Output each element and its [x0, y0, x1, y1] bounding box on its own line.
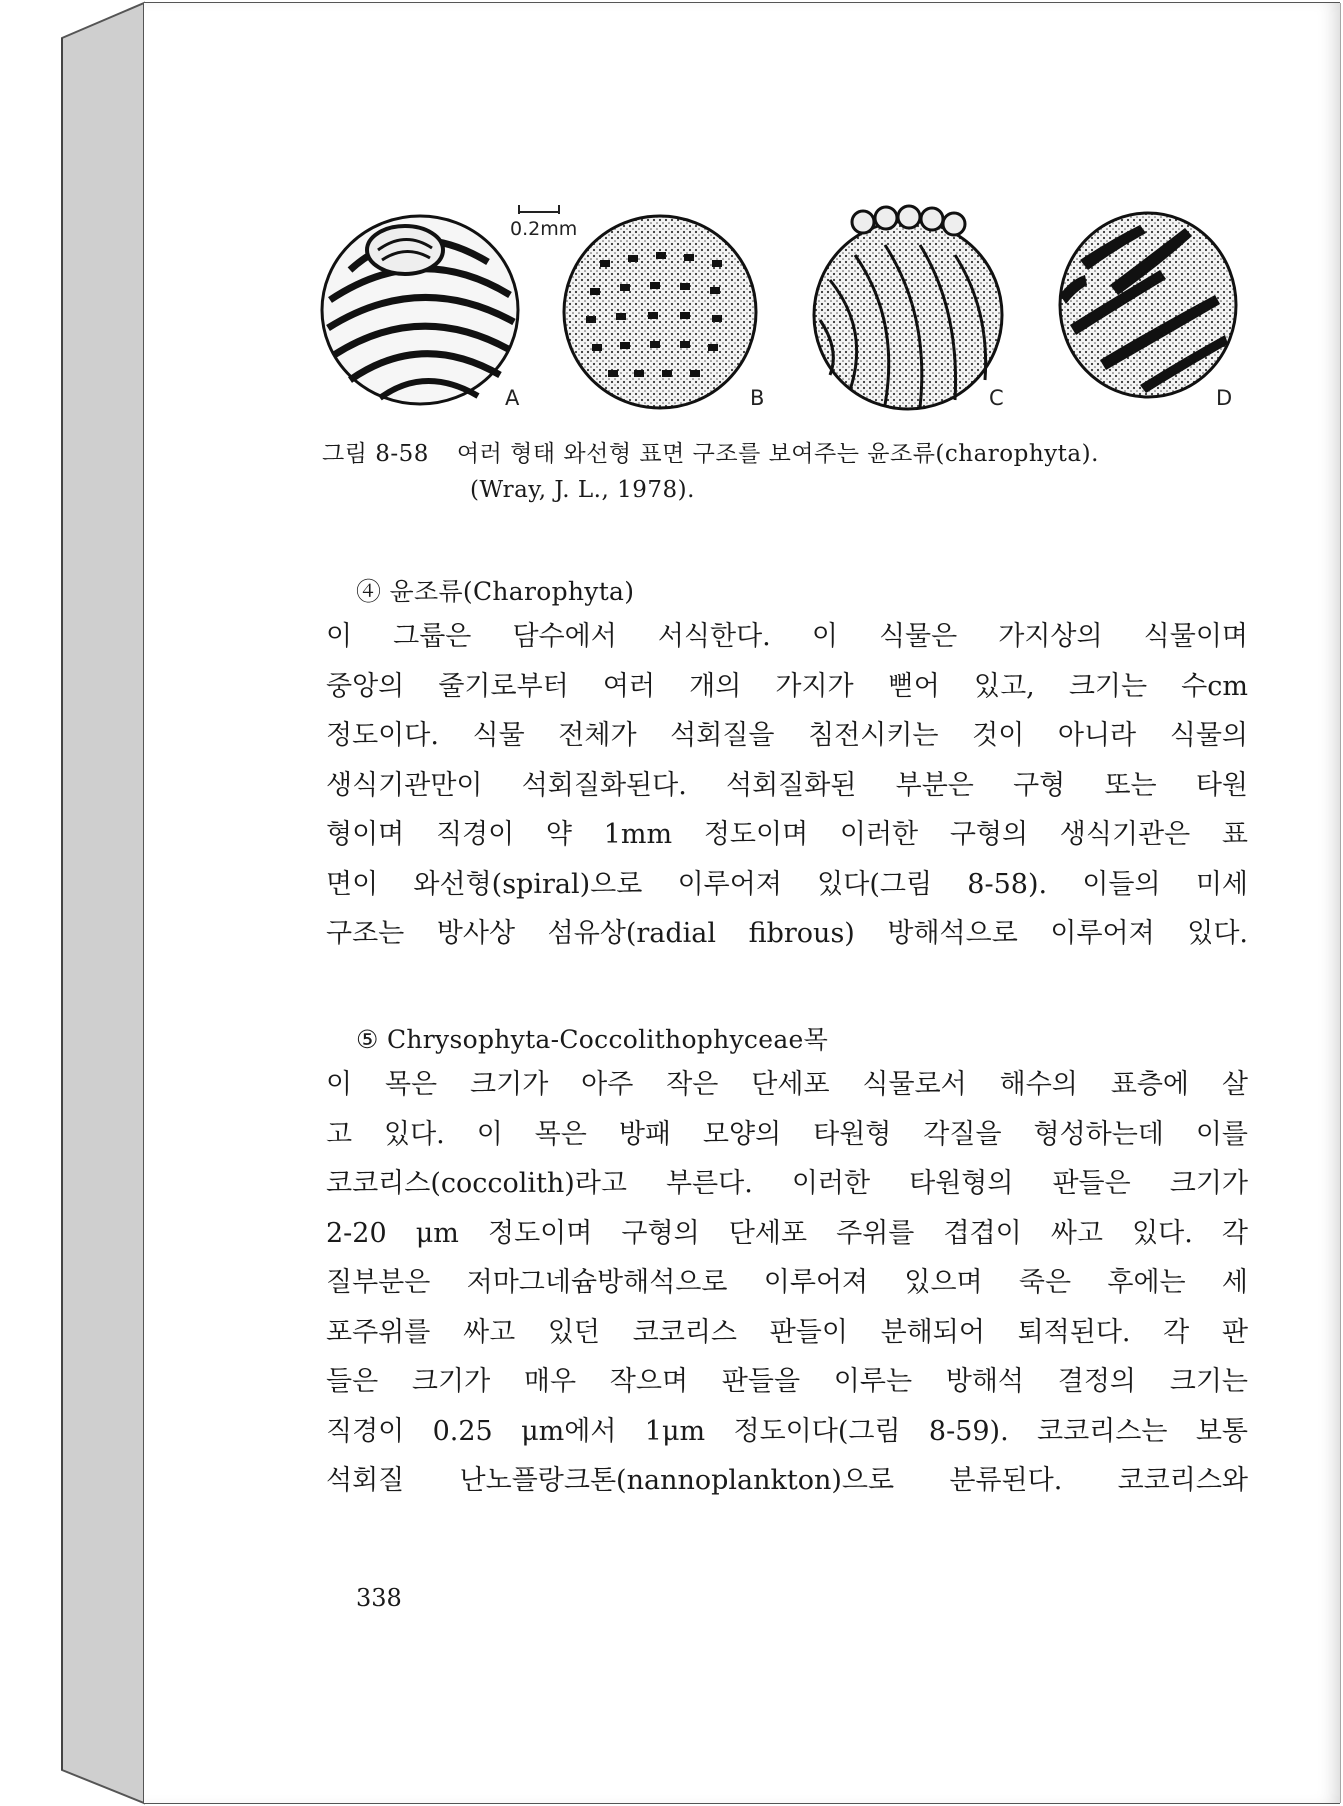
paragraph-line: 석회질 난노플랑크톤(nannoplankton)으로 분류된다. 코코리스와 — [326, 1465, 1248, 1496]
paragraph-line: 이 그룹은 담수에서 서식한다. 이 식물은 가지상의 식물이며 — [326, 621, 1248, 652]
panel-label-c: C — [989, 386, 1004, 410]
panel-label-b: B — [750, 386, 765, 410]
paragraph-line: 중앙의 줄기로부터 여러 개의 가지가 뻗어 있고, 크기는 수cm — [326, 670, 1248, 702]
section-5-heading: ⑤ Chrysophyta-Coccolithophyceae목 — [356, 1025, 829, 1054]
paragraph-line: 코코리스(coccolith)라고 부른다. 이러한 타원형의 판들은 크기가 — [326, 1168, 1248, 1199]
caption-line-1: 여러 형태 와선형 표면 구조를 보여주는 윤조류(charophyta). — [456, 441, 1099, 467]
paragraph-line: 이 목은 크기가 아주 작은 단세포 식물로서 해수의 표층에 살 — [326, 1069, 1248, 1100]
section-4-heading: ④ 윤조류(Charophyta) — [356, 577, 635, 606]
page-number: 338 — [356, 1584, 402, 1612]
paragraph-line: 생식기관만이 석회질화된다. 석회질화된 부분은 구형 또는 타원 — [326, 769, 1248, 801]
caption-number: 그림 8-58 — [322, 441, 429, 467]
paragraph-line: 포주위를 싸고 있던 코코리스 판들이 분해되어 퇴적된다. 각 판 — [326, 1316, 1248, 1348]
specimen-c-illustration — [814, 206, 1002, 409]
specimen-b-illustration — [564, 216, 756, 408]
scale-label: 0.2mm — [510, 218, 578, 240]
section-5-paragraph — [326, 1060, 1248, 1506]
panel-label-a: A — [505, 386, 520, 410]
caption-line-2: (Wray, J. L., 1978). — [470, 477, 695, 503]
paragraph-line: 구조는 방사상 섬유상(radial fibrous) 방해석으로 이루어져 있다. — [326, 918, 1248, 949]
section-4-paragraph — [326, 612, 1248, 959]
figure-8-58 — [310, 200, 1260, 415]
panel-label-d: D — [1216, 386, 1233, 410]
paragraph-line: 질부분은 저마그네슘방해석으로 이루어져 있으며 죽은 후에는 세 — [326, 1267, 1248, 1298]
paragraph-line: 정도이다. 식물 전체가 석회질을 침전시키는 것이 아니라 식물의 — [326, 720, 1248, 751]
paragraph-line: 2-20 μm 정도이며 구형의 단세포 주위를 겹겹이 싸고 있다. 각 — [326, 1217, 1248, 1249]
specimen-d-illustration — [1060, 213, 1236, 397]
paragraph-line: 형이며 직경이 약 1mm 정도이며 이러한 구형의 생식기관은 표 — [326, 819, 1248, 850]
figure-caption — [322, 436, 1252, 508]
paragraph-line: 들은 크기가 매우 작으며 판들을 이루는 방해석 결정의 크기는 — [326, 1366, 1248, 1397]
paragraph-line: 고 있다. 이 목은 방패 모양의 타원형 각질을 형성하는데 이를 — [326, 1118, 1248, 1150]
paragraph-line: 면이 와선형(spiral)으로 이루어져 있다(그림 8-58). 이들의 미세 — [326, 868, 1248, 900]
specimen-a-illustration — [322, 216, 518, 404]
paragraph-line: 직경이 0.25 μm에서 1μm 정도이다(그림 8-59). 코코리스는 보통 — [326, 1415, 1248, 1447]
scale-bar — [519, 205, 559, 214]
